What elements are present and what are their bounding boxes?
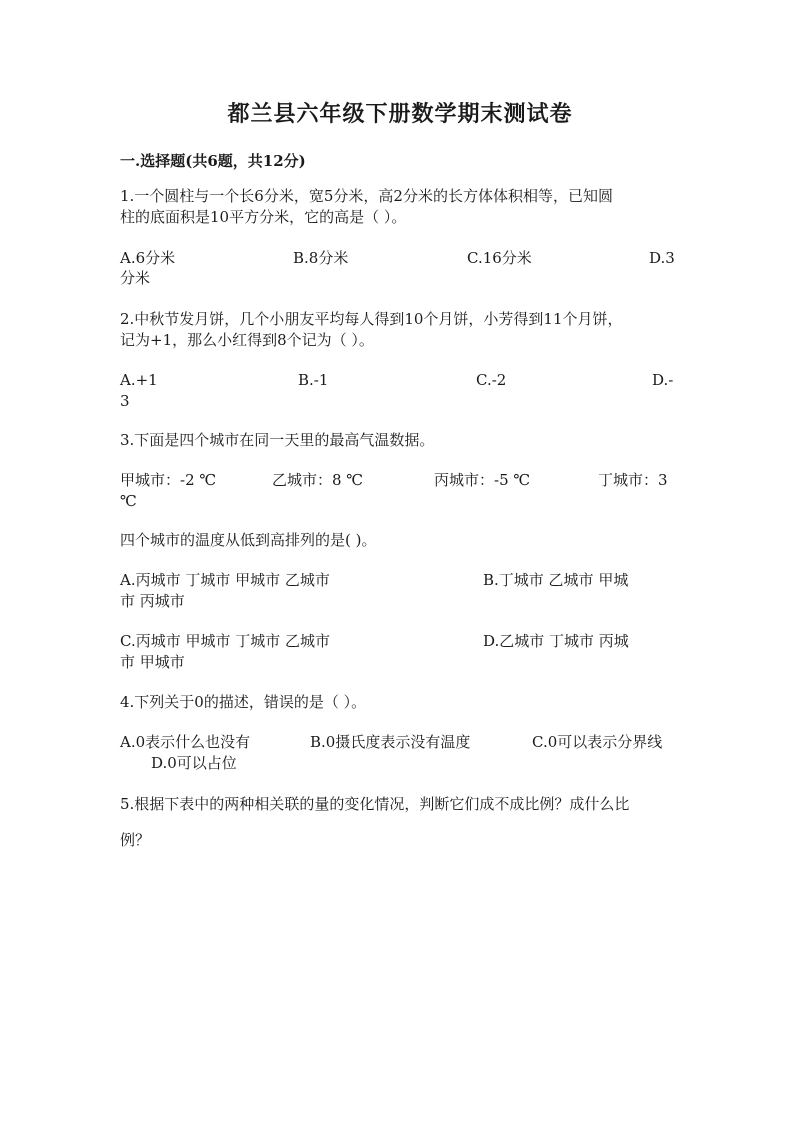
question-3-option-b-wrap: 市 丙城市: [120, 592, 185, 610]
question-2-line-2: 记为+1，那么小红得到8个记为（ ）。: [120, 331, 374, 349]
question-4-option-d: D.0可以占位: [151, 754, 237, 772]
question-2-option-d-wrap: 3: [120, 392, 130, 410]
question-3-temp-bing: 丙城市：-5 ℃: [434, 471, 531, 489]
question-1-option-b: B.8分米: [293, 249, 349, 267]
question-2-option-d: D.-: [652, 371, 674, 389]
question-3-prompt: 四个城市的温度从低到高排列的是( )。: [120, 531, 377, 549]
page-title: 都兰县六年级下册数学期末测试卷: [227, 101, 573, 127]
question-4-option-c: C.0可以表示分界线: [532, 733, 663, 751]
question-3-option-d: D.乙城市 丁城市 丙城: [483, 632, 629, 650]
question-4-option-b: B.0摄氏度表示没有温度: [310, 733, 471, 751]
question-4-line-1: 4.下列关于0的描述，错误的是（ ）。: [120, 693, 367, 711]
question-3-temp-ding: 丁城市：3: [598, 471, 668, 489]
question-3-option-d-wrap: 市 甲城市: [120, 653, 185, 671]
question-3-option-b: B.丁城市 乙城市 甲城: [483, 571, 629, 589]
question-2-option-c: C.-2: [476, 371, 507, 389]
question-1-option-d-wrap: 分米: [120, 269, 151, 287]
section-heading: 一.选择题(共6题，共12分): [120, 152, 306, 170]
question-3-temp-ding-wrap: ℃: [120, 492, 137, 510]
question-3-temp-yi: 乙城市：8 ℃: [272, 471, 364, 489]
question-3-line-1: 3.下面是四个城市在同一天里的最高气温数据。: [120, 431, 435, 449]
question-2-line-1: 2.中秋节发月饼，几个小朋友平均每人得到10个月饼，小芳得到11个月饼，: [120, 310, 623, 328]
question-1-option-d: D.3: [649, 249, 675, 267]
question-1-option-a: A.6分米: [120, 249, 176, 267]
question-1-line-1: 1.一个圆柱与一个长6分米，宽5分米，高2分米的长方体体积相等，已知圆: [120, 187, 613, 205]
question-3-option-c: C.丙城市 甲城市 丁城市 乙城市: [120, 632, 331, 650]
question-1-option-c: C.16分米: [467, 249, 532, 267]
question-2-option-b: B.-1: [298, 371, 329, 389]
question-5-line-1: 5.根据下表中的两种相关联的量的变化情况，判断它们成不成比例？成什么比: [120, 795, 630, 813]
question-5-line-2: 例？: [120, 831, 151, 849]
question-1-line-2: 柱的底面积是10平方分米，它的高是（ ）。: [120, 208, 407, 226]
question-3-option-a: A.丙城市 丁城市 甲城市 乙城市: [120, 571, 330, 589]
question-2-option-a: A.+1: [120, 371, 158, 389]
question-4-option-a: A.0表示什么也没有: [120, 733, 251, 751]
question-3-temp-jia: 甲城市：-2 ℃: [120, 471, 217, 489]
